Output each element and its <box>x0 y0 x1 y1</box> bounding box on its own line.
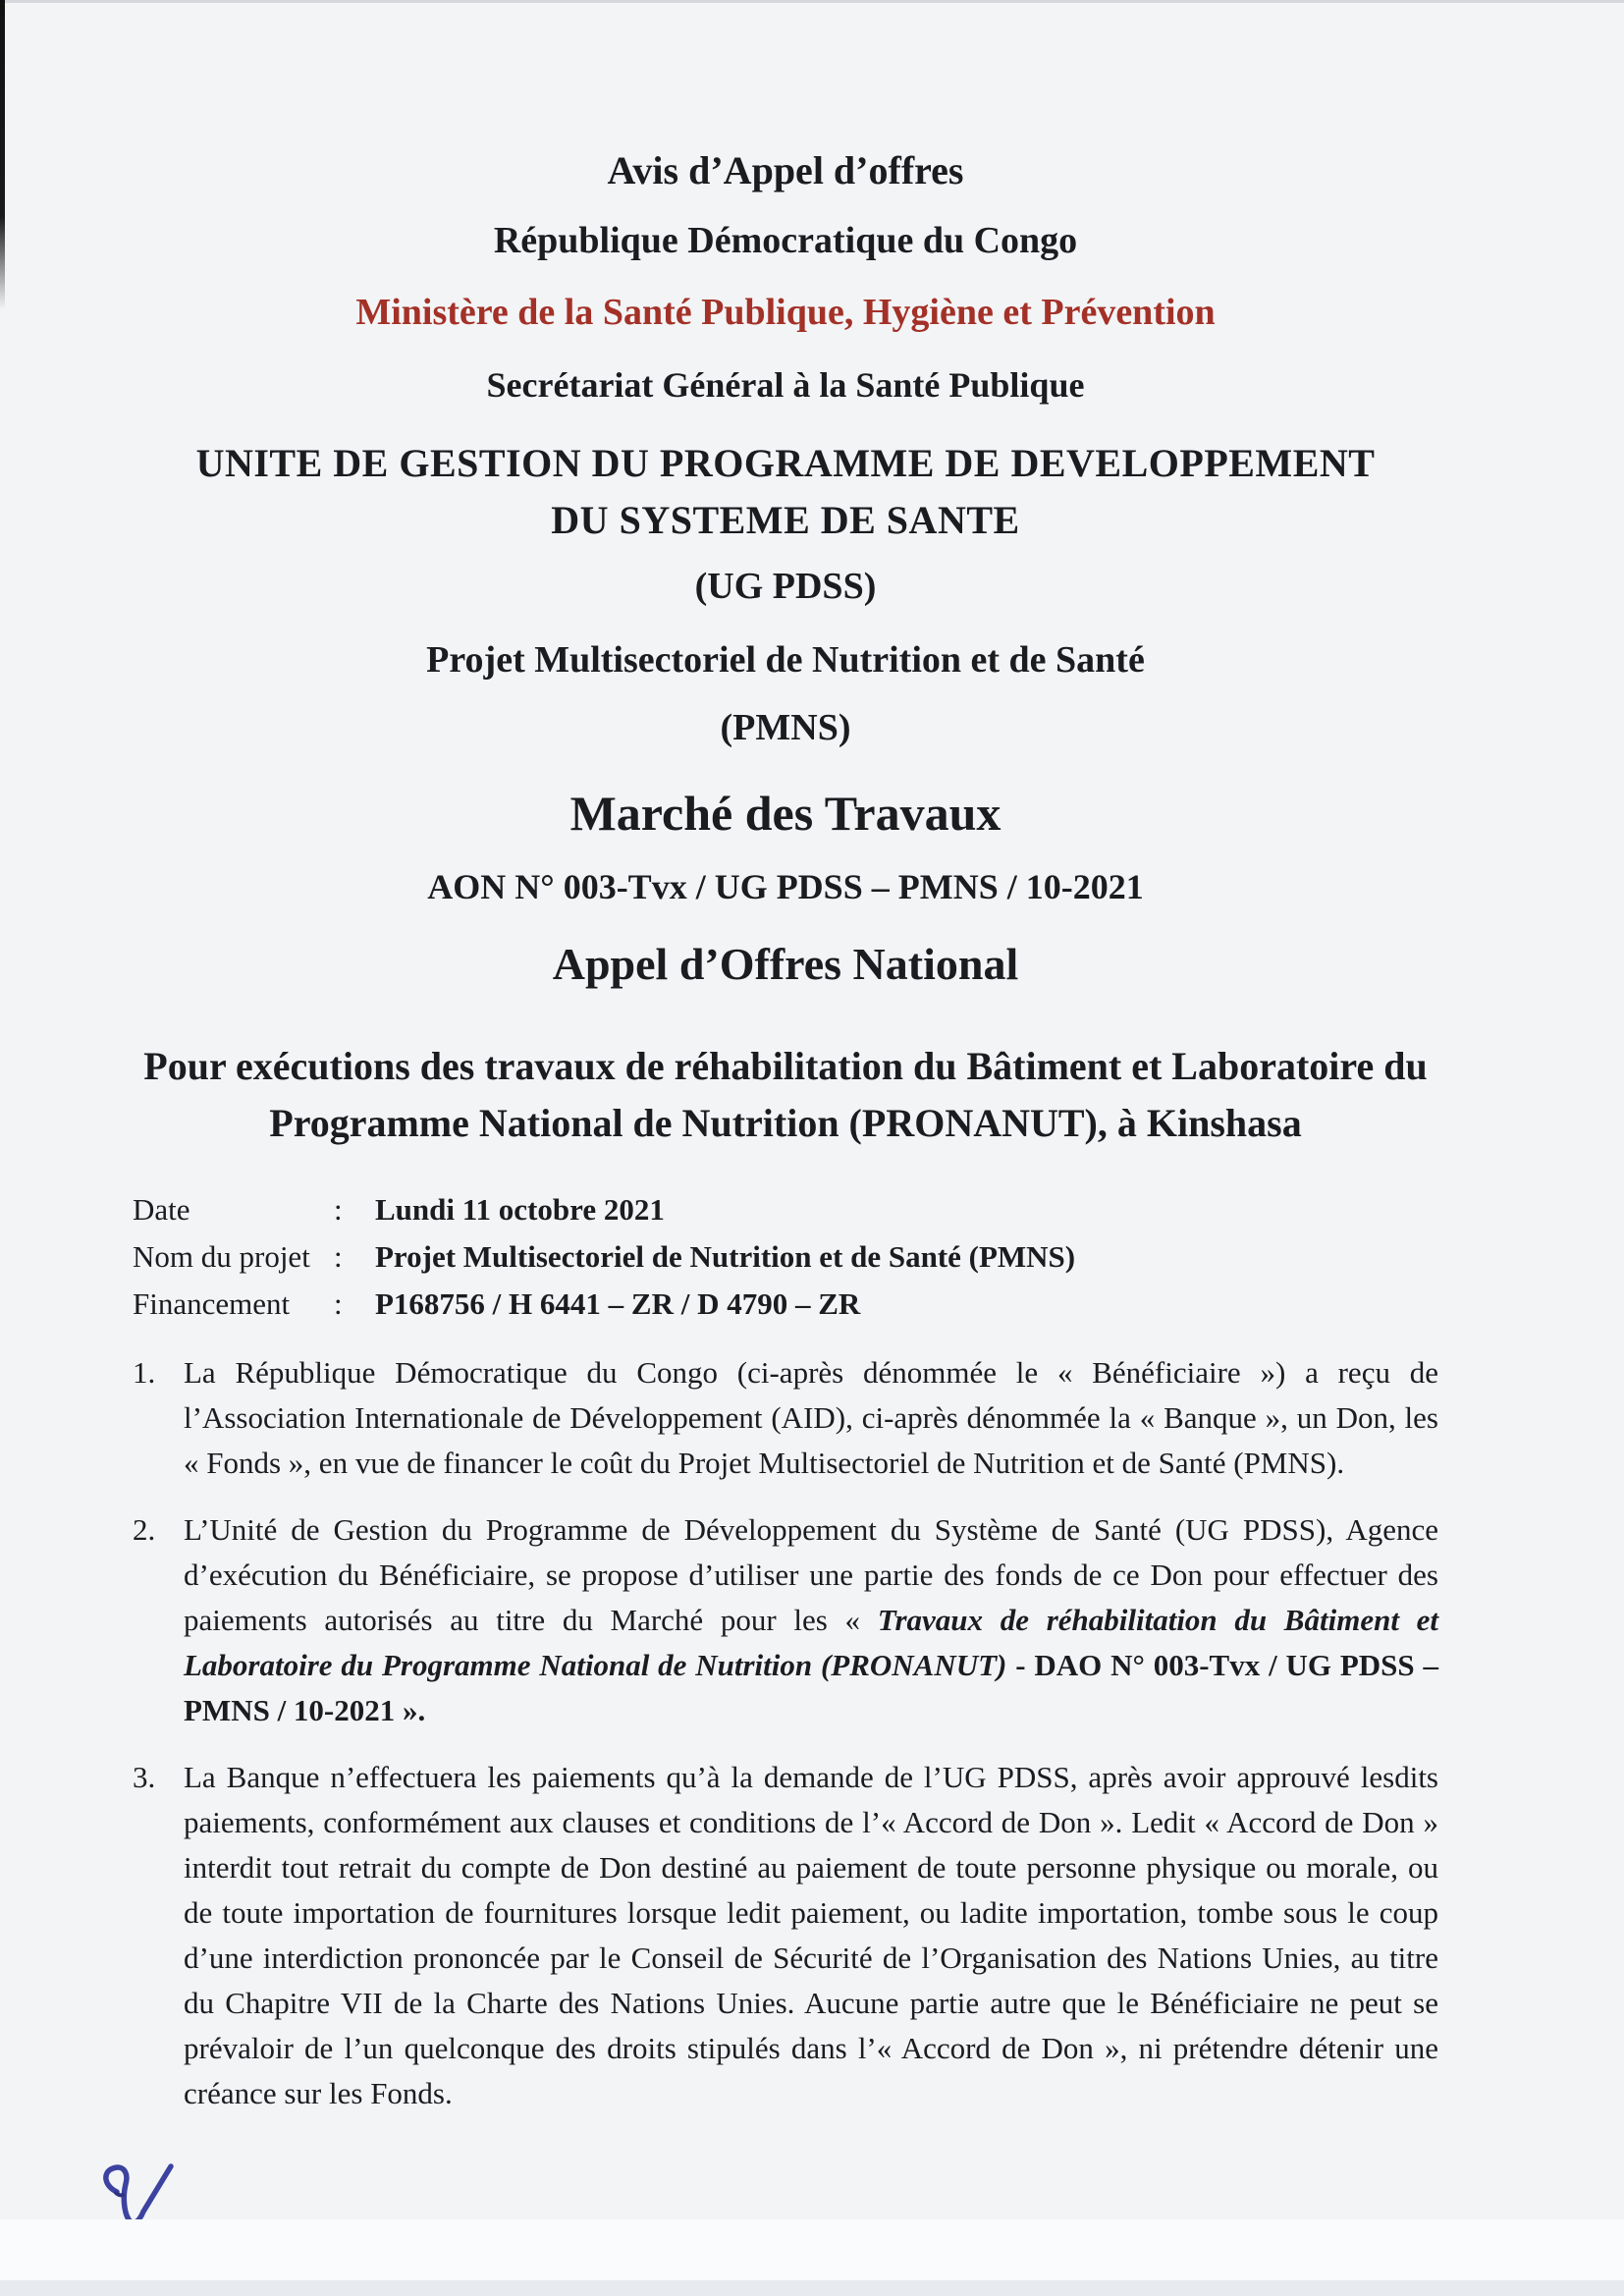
project-name: Projet Multisectoriel de Nutrition et de Santé <box>426 639 1145 682</box>
paragraph-2 <box>133 1507 1438 1733</box>
scan-artifact-bottom-band <box>0 2280 1624 2296</box>
project-abbreviation: (PMNS) <box>720 706 851 748</box>
meta-label: Financement <box>133 1286 291 1322</box>
meta-row-financing <box>133 1282 1438 1327</box>
unit-title <box>133 435 1438 549</box>
paragraph-1 <box>133 1350 1438 1486</box>
meta-colon: : <box>334 1286 343 1322</box>
tender-reference: AON N° 003-Tvx / UG PDSS – PMNS / 10-2021 <box>427 866 1144 906</box>
unit-abbreviation: (UG PDSS) <box>694 566 877 608</box>
unit-title-line-2: DU SYSTEME DE SANTE <box>551 498 1020 543</box>
meta-value: Projet Multisectoriel de Nutrition et de Santé (PMNS) <box>375 1239 1076 1275</box>
meta-colon: : <box>334 1239 343 1275</box>
text-segment: La Banque n’effectuera les paiements qu’à la demande de l’UG PDSS, après avoir approuvé lesdits paiements, conformément aux clauses et conditions de l’« Accord de Don ». Ledit « Accord de Don » interdit tout retrait du compte de Don destiné au paiement de toute personne physique ou morale, ou de toute importation de fournitures lorsque ledit paiement, ou ladite importation, tombe sous le coup d’une interdiction prononcée par le Conseil de Sécurité de l’Organisation des Nations Unies, au titre du Chapitre VII de la Charte des Nations Unies. Aucune partie autre que le Bénéficiaire ne peut se prévaloir de l’un quelconque des droits stipulés dans l’« Accord de Don », ni prétendre détenir une créance sur les Fonds. <box>184 1760 1438 2111</box>
paragraph-number: 3. <box>133 1760 156 1795</box>
tender-type-title: Appel d’Offres National <box>552 939 1019 990</box>
text-segment-reference: - DAO N° 003-Tvx / UG PDSS – PMNS / 10-2021 ». <box>184 1648 1438 1728</box>
text-segment: L’Unité de Gestion du Programme de Développement du Système de Santé (UG PDSS), Agence d’exécution du Bénéficiaire, se propose d’utiliser une partie des fonds de ce Don pour effectuer des paiements autorisés au titre du Marché pour les « <box>184 1512 1438 1638</box>
market-type-title: Marché des Travaux <box>569 785 1001 841</box>
country-line: République Démocratique du Congo <box>493 220 1078 262</box>
tender-subject: Pour exécutions des travaux de réhabilitation du Bâtiment et Laboratoire du Programme National de Nutrition (PRONANUT), à Kinshasa <box>143 1044 1428 1146</box>
scan-artifact-bottom-white-band <box>0 2219 1624 2280</box>
ministry-line: Ministère de la Santé Publique, Hygiène et Prévention <box>355 292 1216 334</box>
meta-row-project-name <box>133 1234 1438 1280</box>
meta-value: P168756 / H 6441 – ZR / D 4790 – ZR <box>375 1286 861 1322</box>
paragraph-text <box>184 1507 1438 1733</box>
secretariat-line: Secrétariat Général à la Santé Publique <box>486 364 1085 405</box>
paragraph-3 <box>133 1755 1438 2116</box>
paragraph-number: 2. <box>133 1512 156 1548</box>
body-paragraphs <box>133 1350 1438 2116</box>
paragraph-number: 1. <box>133 1355 156 1391</box>
meta-label: Date <box>133 1192 190 1228</box>
meta-block <box>133 1187 1438 1327</box>
paragraph-text <box>184 1350 1438 1486</box>
meta-label: Nom du projet <box>133 1239 310 1275</box>
document-title: Avis d’Appel d’offres <box>607 148 964 192</box>
meta-row-date <box>133 1187 1438 1232</box>
paragraph-text <box>184 1755 1438 2116</box>
meta-value: Lundi 11 octobre 2021 <box>375 1192 665 1228</box>
text-segment-emphasis: Travaux de réhabilitation du Bâtiment et Laboratoire du Programme National de Nutrition (PRONANUT) <box>184 1603 1438 1683</box>
meta-colon: : <box>334 1192 343 1228</box>
text-segment: La République Démocratique du Congo (ci-après dénommée le « Bénéficiaire ») a reçu de l’Association Internationale de Développement (AID), ci-après dénommée la « Banque », un Don, les « Fonds », en vue de financer le coût du Projet Multisectoriel de Nutrition et de Santé (PMNS). <box>184 1355 1438 1481</box>
unit-title-line-1: UNITE DE GESTION DU PROGRAMME DE DEVELOPPEMENT <box>195 441 1376 486</box>
